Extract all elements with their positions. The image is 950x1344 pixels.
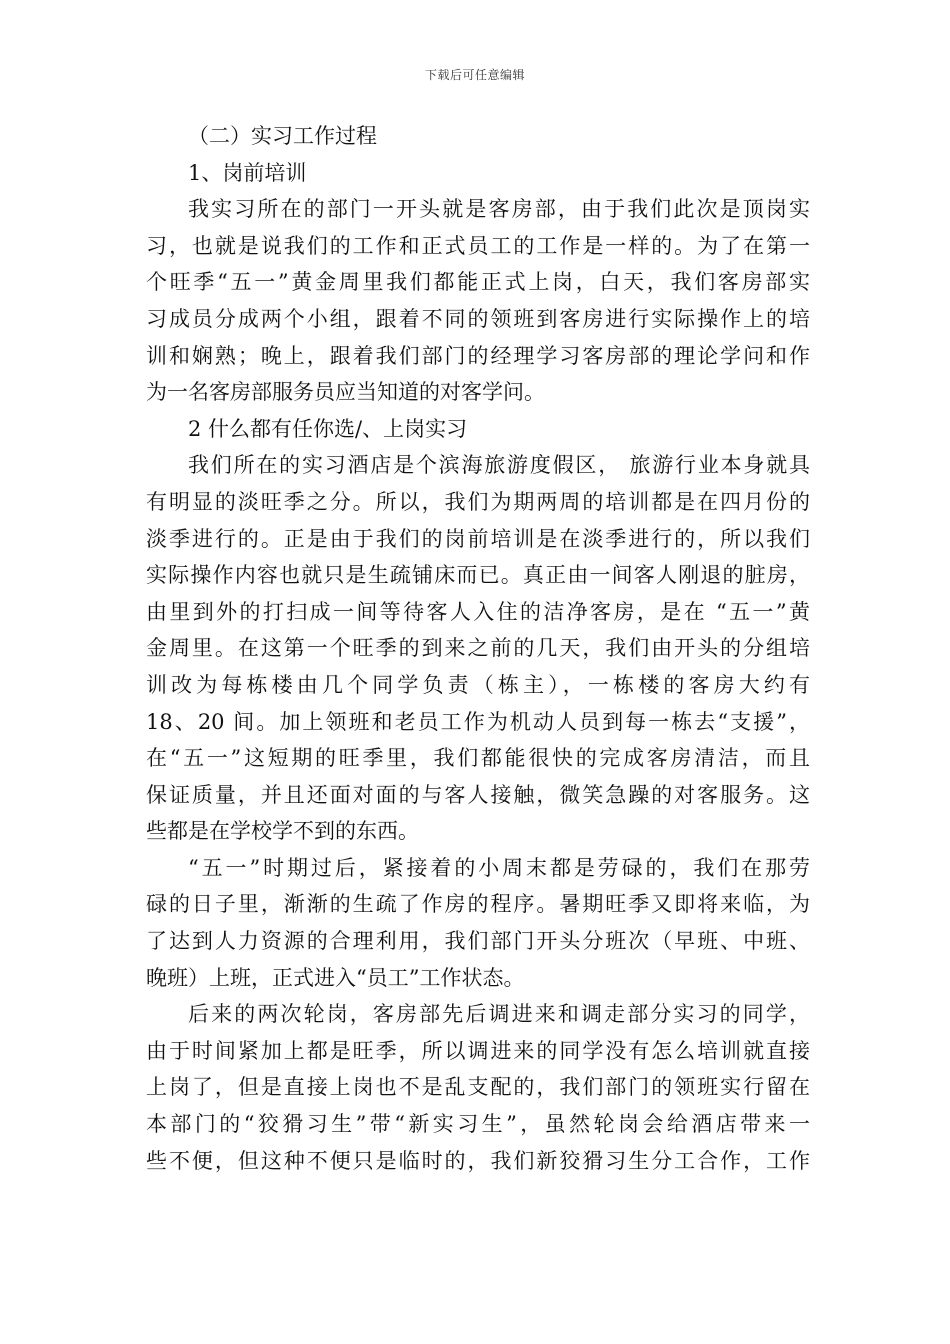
subsection-heading: 2 什么都有任你选/、上岗实习 [188, 416, 468, 441]
paragraph-line: 为一名客房部服务员应当知道的对客学问。 [146, 380, 545, 405]
paragraph-line: 有明显的淡旺季之分。所以，我们为期两周的培训都是在四月份的 [146, 489, 810, 514]
paragraph-line: 上岗了，但是直接上岗也不是乱支配的，我们部门的领班实行留在 [146, 1075, 810, 1100]
paragraph-line: 实际操作内容也就只是生疏铺床而已。真正由一间客人刚退的脏房， [146, 563, 810, 588]
paragraph-line: 本部门的“狡猾习生”带“新实习生”，虽然轮岗会给酒店带来一 [146, 1112, 810, 1137]
paragraph-line: 保证质量，并且还面对面的与客人接触，微笑急躁的对客服务。这 [146, 782, 810, 807]
page-header-note: 下载后可任意编辑 [424, 68, 525, 82]
paragraph-line: 我们所在的实习酒店是个滨海旅游度假区， 旅游行业本身就具 [188, 453, 810, 478]
paragraph-line: 些都是在学校学不到的东西。 [146, 819, 419, 844]
paragraph-line: 训和娴熟；晚上，跟着我们部门的经理学习客房部的理论学问和作 [146, 343, 810, 368]
paragraph-line: 些不便，但这种不便只是临时的，我们新狡猾习生分工合作，工作 [146, 1148, 810, 1173]
subsection-heading: 1、岗前培训 [188, 160, 307, 185]
paragraph-line: 习成员分成两个小组，跟着不同的领班到客房进行实际操作上的培 [146, 306, 810, 331]
paragraph-line: 后来的两次轮岗，客房部先后调进来和调走部分实习的同学， [188, 1002, 810, 1027]
paragraph-line: 由于时间紧加上都是旺季，所以调进来的同学没有怎么培训就直接 [146, 1038, 810, 1063]
paragraph-line: 碌的日子里，渐渐的生疏了作房的程序。暑期旺季又即将来临，为 [146, 892, 810, 917]
section-heading: （二）实习工作过程 [188, 124, 377, 148]
paragraph-line: 在“五一”这短期的旺季里，我们都能很快的完成客房清洁，而且 [146, 746, 810, 771]
paragraph-line: 了达到人力资源的合理利用，我们部门开头分班次（早班、中班、 [146, 929, 810, 954]
document-body [146, 118, 810, 1179]
paragraph-line: 我实习所在的部门一开头就是客房部，由于我们此次是顶岗实 [188, 197, 810, 222]
paragraph-line: 个旺季“五一”黄金周里我们都能正式上岗，白天，我们客房部实 [146, 270, 810, 295]
paragraph-line: 晚班）上班，正式进入“员工”工作状态。 [146, 965, 525, 990]
paragraph-line: “五一”时期过后，紧接着的小周末都是劳碌的，我们在那劳 [188, 855, 810, 880]
paragraph-line: 淡季进行的。正是由于我们的岗前培训是在淡季进行的，所以我们 [146, 526, 810, 551]
paragraph-line: 金周里。在这第一个旺季的到来之前的几天，我们由开头的分组培 [146, 636, 810, 661]
paragraph-line: 习，也就是说我们的工作和正式员工的工作是一样的。为了在第一 [146, 233, 810, 258]
paragraph-line: 训改为每栋楼由几个同学负责（栋主），一栋楼的客房大约有 [146, 672, 810, 697]
paragraph-line: 由里到外的打扫成一间等待客人入住的洁净客房，是在 “五一”黄 [146, 599, 810, 624]
paragraph-line: 18、20 间。加上领班和老员工作为机动人员到每一栋去“支援”， [146, 709, 810, 734]
